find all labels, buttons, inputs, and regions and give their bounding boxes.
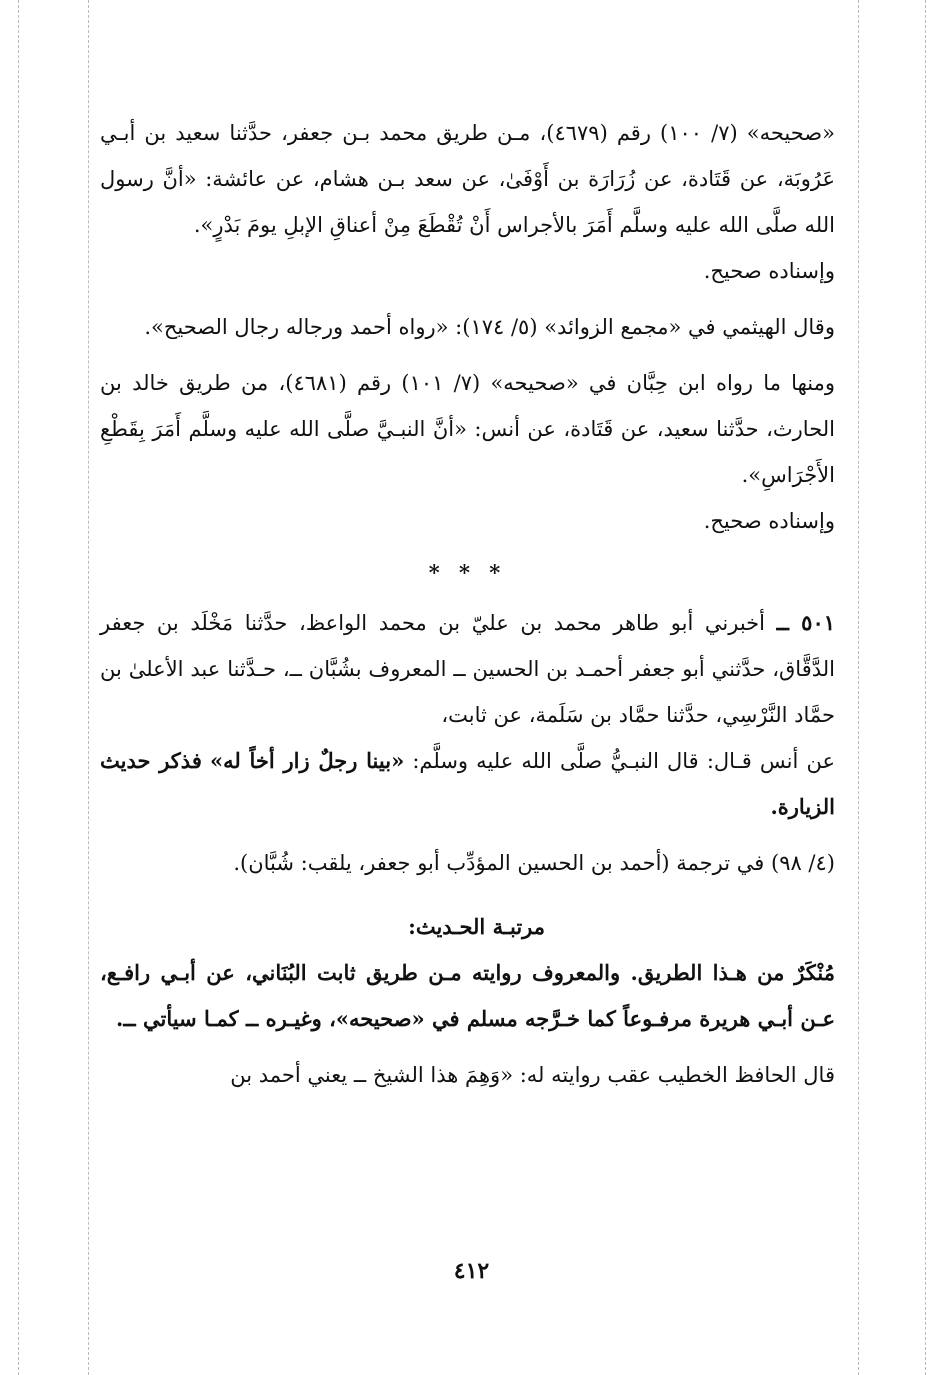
paragraph-3: وقال الهيثمي في «مجمع الزوائد» (٥/ ١٧٤): «رواه أحمد ورجاله رجال الصحيح». — [144, 315, 835, 339]
paragraph-8: (٤/ ٩٨) في ترجمة (أحمد بن الحسين المؤدِّب أبو جعفر، يلقب: شُبَّان). — [233, 851, 835, 875]
page-body — [100, 110, 835, 1098]
section-heading: مرتبـة الحـديث: — [408, 914, 545, 939]
left-margin-guide — [18, 0, 19, 1375]
paragraph-10: قال الحافظ الخطيب عقب روايته له: «وَهِمَ هذا الشيخ ــ يعني أحمد بن — [230, 1063, 835, 1087]
paragraph-1: «صحيحه» (٧/ ١٠٠) رقم (٤٦٧٩)، مـن طريق محمد بـن جعفر، حدَّثنا سعيد بن أبـي عَرُوبَة، عن قَتَادة، عن زُرَارَة بن أَوْفَىٰ، عن سعد بـن هشام، عن عائشة: «أنَّ رسول الله صلَّى الله عليه وسلَّم أَمَرَ بالأجراس أَنْ تُقْطَعَ مِنْ أعناقِ الإبلِ يومَ بَدْرٍ». — [100, 121, 835, 237]
hadith-narration: عن أنس قـال: قال النبـيُّ صلَّى الله عليه وسلَّم: — [412, 749, 835, 773]
paragraph-6 — [100, 600, 835, 738]
paragraph-2: وإسناده صحيح. — [703, 259, 835, 283]
hadith-continuation: فذكر حديث الزيارة. — [100, 748, 835, 819]
left-inner-guide — [88, 0, 89, 1375]
paragraph-5: وإسناده صحيح. — [703, 509, 835, 533]
page-number: ٤١٢ — [453, 1258, 490, 1284]
paragraph-7 — [100, 738, 835, 830]
paragraph-4: ومنها ما رواه ابن حِبَّان في «صحيحه» (٧/ ١٠١) رقم (٤٦٨١)، من طريق خالد بن الحارث، حدَّثنا سعيد، عن قَتَادة، عن أنس: «أنَّ النبـيَّ صلَّى الله عليه وسلَّم أَمَرَ بِقَطْعِ الأَجْرَاسِ». — [100, 371, 835, 487]
right-margin-guide — [925, 0, 926, 1375]
hadith-chain: أخبرني أبو طاهر محمد بن عليّ بن محمد الواعظ، حدَّثنا مَخْلَد بن جعفر الدَّقَّاق، حدَّثني أبو جعفر أحمـد بن الحسين ــ المعروف بشُبَّان ــ، حـدَّثنا عبد الأعلىٰ بن حمَّاد النَّرْسِي، حدَّثنا حمَّاد بن سَلَمة، عن ثابت، — [100, 611, 835, 727]
paragraph-9 — [100, 950, 835, 1042]
hadith-number: ٥٠١ ــ — [776, 610, 836, 635]
hadith-quote: «بينا رجلٌ زار أخاً له» — [210, 748, 405, 773]
grading-word: مُنْكَرٌ — [794, 960, 835, 985]
section-separator: * * * — [428, 560, 507, 585]
grading-text: من هـذا الطريق. والمعروف روايته مـن طريق ثابت البُنَاني، عن أبـي رافـع، عـن أبـي هريرة مرفـوعاً كما خـرَّجه مسلم في «صحيحه»، وغيـره ــ كمـا سيأتي ــ. — [100, 960, 835, 1031]
right-inner-guide — [858, 0, 859, 1375]
